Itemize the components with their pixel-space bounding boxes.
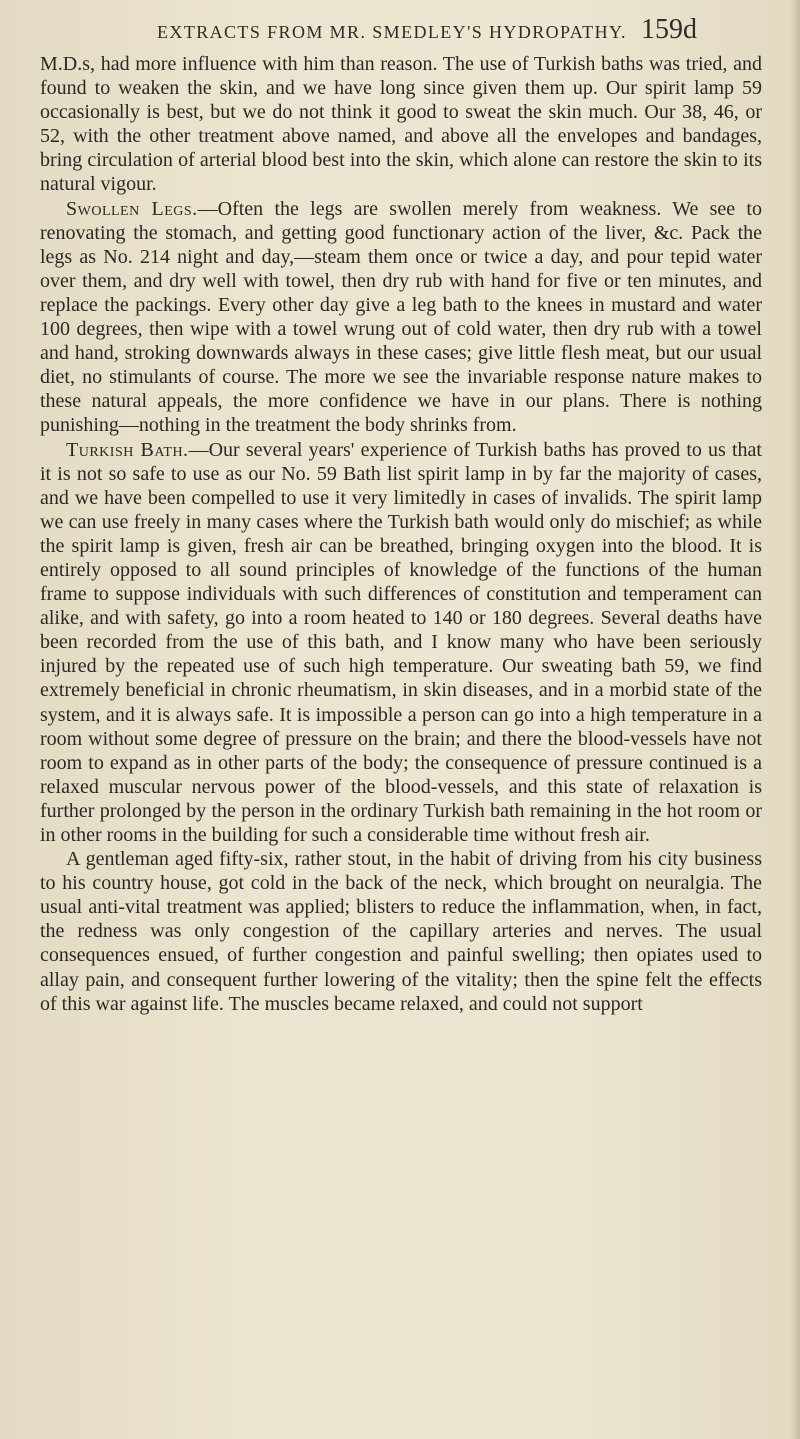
paragraph-swollen-legs-text: —Often the legs are swollen merely from weakness. We see to renovating the stomach, and getting good functionary action of the liver, &c. Pack the legs as No. 214 night and day,—steam them once or twice a day, and pour tepid water over them, and dry well with towel, then dry rub with hand for five or ten minutes, and replace the packings. Every other day give a leg bath to the knees in mustard and water 100 degrees, then wipe with a towel wrung out of cold water, then dry rub with a towel and hand, stroking downwards always in these cases; give little flesh meat, but our usual diet, no stimulants of course. The more we see the invariable response nature makes to these natural appeals, the more confidence we have in our plans. There is nothing punishing—nothing in the treatment the body shrinks from. (40, 197, 762, 437)
running-head (92, 8, 762, 52)
paragraph-swollen-legs (40, 197, 762, 438)
paragraph-turkish-bath (40, 438, 762, 848)
paragraph-case-gentleman: A gentleman aged fifty-six, rather stout, in the habit of driving from his city business to his country house, got cold in the back of the neck, which brought on neuralgia. The usual anti-vital treatment was applied; blisters to reduce the inflammation, when, in fact, the redness was only congestion of the capillary arteries and nerves. The usual consequences ensued, of further congestion and painful swelling; then opiates used to allay pain, and consequent further lowering of the vitality; then the spine felt the effects of this war against life. The muscles became relaxed, and could not support (40, 848, 762, 1015)
page-edge-shadow (790, 0, 800, 1439)
paragraph-continued: M.D.s, had more influence with him than reason. The use of Turkish baths was tried, and found to weaken the skin, and we have long since given them up. Our spirit lamp 59 occasionally is best, but we do not think it good to sweat the skin much. Our 38, 46, or 52, with the other treatment above named, and above all the envelopes and bandages, bring circulation of arterial blood best into the skin, which alone can restore the skin to its natural vigour. (40, 53, 762, 196)
section-heading-turkish-bath: Turkish Bath. (66, 438, 189, 461)
paragraph-turkish-bath-text: —Our several years' experience of Turkish baths has proved to us that it is not so safe to use as our No. 59 Bath list spirit lamp in by far the majority of cases, and we have been compelled to use it very limitedly in cases of invalids. The spirit lamp we can use freely in many cases where the Turkish bath would only do mischief; as while the spirit lamp is given, fresh air can be breathed, bringing oxygen into the blood. It is entirely opposed to all sound principles of knowledge of the functions of the human frame to suppose individuals with such differences of constitution and temperament can alike, and with safety, go into a room heated to 140 or 180 degrees. Several deaths have been recorded from the use of this bath, and I know many who have been seriously injured by the repeated use of such high temperature. Our sweating bath 59, we find extremely beneficial in chronic rheumatism, in skin diseases, and in a morbid state of the system, and it is always safe. It is impossible a person can go into a high temperature in a room without some degree of pressure on the brain; and there the blood-vessels have not room to expand as in other parts of the body; the consequence of pressure continued is a relaxed muscular nervous power of the blood-vessels, and this state of relaxation is further prolonged by the person in the ordinary Turkish bath remaining in the hot room or in other rooms in the building for such a considerable time without fresh air. (40, 438, 762, 846)
page-number: 159d (640, 14, 697, 45)
running-head-title: EXTRACTS FROM MR. SMEDLEY'S HYDROPATHY. (157, 22, 627, 42)
section-heading-swollen-legs: Swollen Legs. (66, 197, 198, 220)
body-text (40, 52, 762, 1016)
